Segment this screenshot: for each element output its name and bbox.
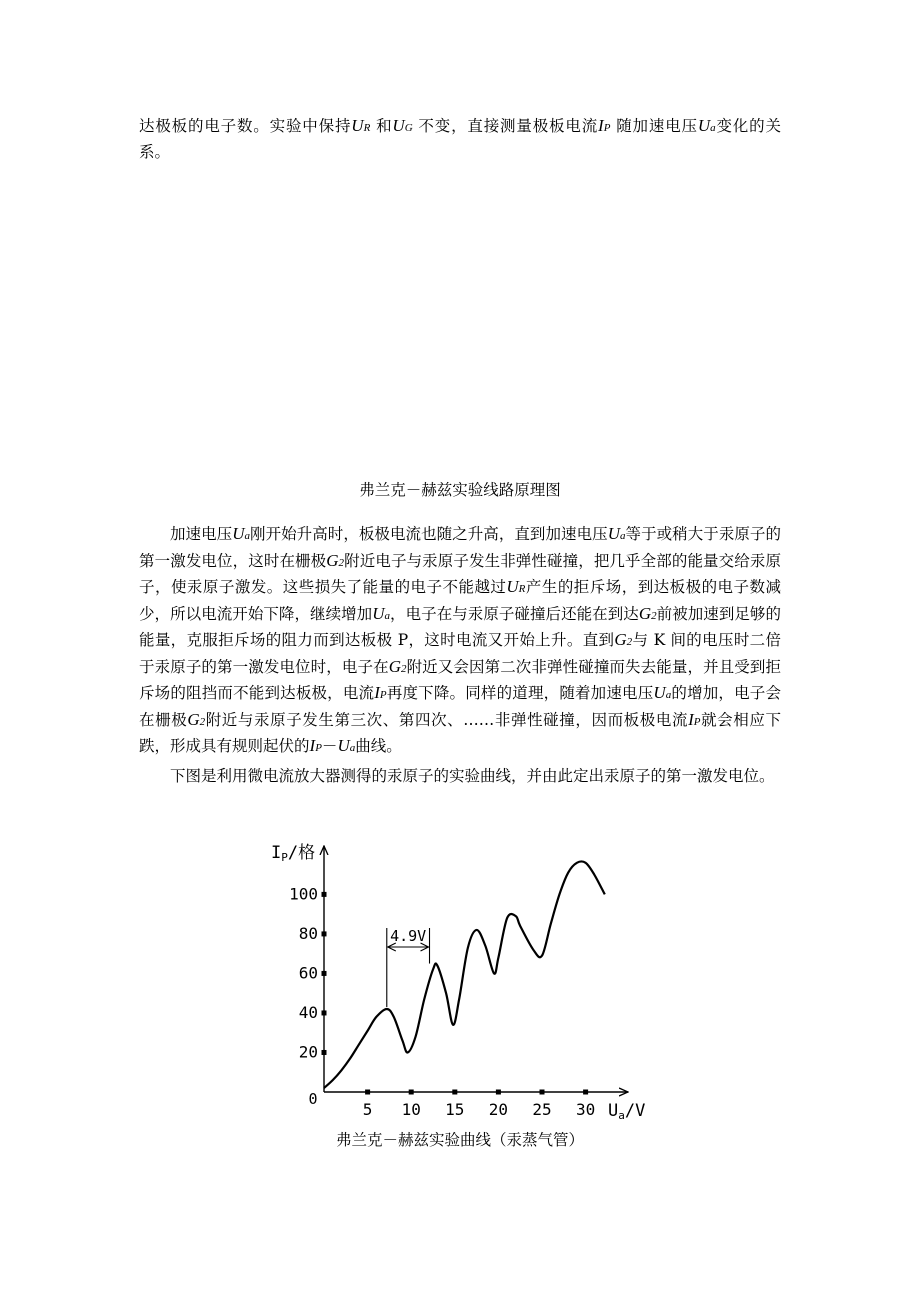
paragraph-figure-intro: 下图是利用微电流放大器测得的汞原子的实验曲线，并由此定出汞原子的第一激发电位。	[170, 767, 775, 785]
y-axis-label: IP/格	[271, 843, 316, 864]
x-axis-label: Ua/V	[608, 1101, 646, 1122]
x-tick-mark	[496, 1090, 501, 1095]
y-tick-mark	[322, 971, 327, 976]
excitation-annotation	[387, 927, 430, 1007]
y-tick-label: 60	[298, 963, 318, 983]
origin-label: 0	[308, 1090, 318, 1108]
x-tick-mark	[409, 1090, 414, 1095]
x-tick-label: 15	[445, 1100, 465, 1119]
chart-caption: 弗兰克－赫兹实验曲线（汞蒸气管）	[335, 1131, 584, 1149]
x-tick-mark	[583, 1090, 588, 1095]
y-tick-label: 80	[298, 923, 318, 943]
x-tick-mark	[452, 1090, 457, 1095]
y-tick-mark	[322, 931, 327, 936]
x-tick-label: 20	[488, 1100, 509, 1119]
x-tick-label: 5	[362, 1100, 373, 1119]
y-tick-label: 20	[298, 1042, 318, 1062]
x-tick-label: 30	[575, 1100, 596, 1119]
paragraph-intro: 达极板的电子数。实验中保持UR 和UG 不变，直接测量极板电流IP 随加速电压Ua变化的关系。	[139, 116, 781, 161]
annotation-label: 4.9V	[390, 927, 427, 945]
x-tick-mark	[540, 1090, 545, 1095]
y-tick-mark	[322, 1050, 327, 1055]
ip-ua-curve	[324, 861, 605, 1088]
paragraph-explanation: 加速电压Ua刚开始升高时，板极电流也随之升高，直到加速电压Ua等于或稍大于汞原子的第一激发电位，这时在栅极G2附近电子与汞原子发生非弹性碰撞，把几乎全部的能量交给汞原子，使汞原子激发。这些损失了能量的电子不能越过UR产生的拒斥场，到达板极的电子数减少，所以电流开始下降，继续增加Ua，电子在与汞原子碰撞后还能在到达G2前被加速到足够的能量，克服拒斥场的阻力而到达板极 P，这时电流又开始上升。直到G2与 K 间的电压时二倍于汞原子的第一激发电位时，电子在G2附近又会因第二次非弹性碰撞而失去能量，并且受到拒斥场的阻挡而不能到达板极，电流IP再度下降。同样的道理，随着加速电压Ua的增加，电子会在栅极G2附近与汞原子发生第三次、第四次、……非弹性碰撞，因而板极电流IP就会相应下跌，形成具有规则起伏的IP－Ua曲线。	[139, 524, 782, 755]
y-tick-mark	[322, 1010, 327, 1015]
y-tick-label: 100	[289, 884, 318, 904]
x-tick-mark	[365, 1090, 370, 1095]
circuit-diagram-caption: 弗兰克－赫兹实验线路原理图	[359, 481, 561, 499]
x-tick-label: 10	[401, 1100, 421, 1119]
y-tick-label: 40	[298, 1002, 318, 1022]
x-tick-label: 25	[532, 1100, 552, 1119]
y-tick-mark	[322, 892, 327, 897]
